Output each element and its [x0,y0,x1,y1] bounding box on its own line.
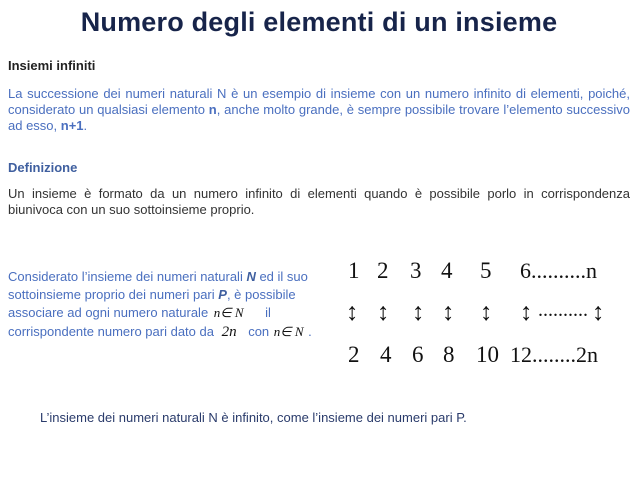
math-2n: 2n [221,323,237,340]
definition-label: Definizione [8,160,78,175]
even-number: 4 [380,342,392,367]
natural-number: 5 [480,258,492,283]
natural-number-ellipsis: 6..........n [520,258,597,283]
slide-title: Numero degli elementi di un insieme [80,7,558,37]
conclusion-text: L’insieme dei numeri naturali N è infinito, come l’insieme dei numeri pari P. [40,410,467,425]
even-number-ellipsis: 12........2n [510,342,598,367]
bijection-explanation [8,268,326,341]
arrow-dots: .......... [538,299,588,321]
arrow-icon: ↕ [412,299,425,326]
natural-number: 1 [348,258,360,283]
arrow-icon: ↕ [377,299,390,326]
explanation-text-4: il corrispondente numero pari dato da [8,305,271,339]
correspondence-svg [330,248,635,373]
arrow-icon: ↕ [346,299,359,326]
intro-text-1: La successione dei numeri naturali N è un esempio di insieme con un numero infinito di elementi, poiché, considerato un qualsiasi elemento [8,86,630,117]
arrow-icon: ↕ [442,299,455,326]
explanation-text-1: Considerato l’insieme dei numeri naturali [8,269,247,284]
set-n-symbol: N [246,269,256,284]
explanation-text-3: , è possibile associare ad ogni numero naturale [8,287,296,321]
even-number: 6 [412,342,424,367]
natural-number: 4 [441,258,453,283]
definition-text: Un insieme è formato da un numero infinito di elementi quando è possibile porlo in corrispondenza biunivoca con un suo sottoinsieme proprio. [8,186,630,217]
explanation-text-2: ed il suo sottoinsieme proprio dei numeri pari [8,269,308,303]
math-n-in-n: n∈ N [213,305,244,321]
intro-text-3: . [83,118,88,133]
natural-number: 3 [410,258,422,283]
explanation-text-6: . [304,323,312,339]
correspondence-table [330,248,635,373]
section-subtitle: Insiemi infiniti [8,58,96,73]
intro-text-2: , anche molto grande, è sempre possibile trovare l’elemento successivo ad esso, [8,102,630,133]
arrow-icon: ↕ [520,299,533,326]
math-n-in-n-2: n∈ N [273,323,304,339]
natural-number: 2 [377,258,389,283]
intro-n: n [208,102,217,117]
explanation-text-5: con [244,323,273,339]
even-number: 8 [443,342,455,367]
intro-n-plus-1: n+1 [60,118,84,133]
arrow-icon: ↕ [480,299,493,326]
set-p-symbol: P [218,287,227,303]
intro-paragraph [8,86,630,134]
even-number: 2 [348,342,360,367]
even-number: 10 [476,342,499,367]
arrow-icon: ↕ [592,299,605,326]
